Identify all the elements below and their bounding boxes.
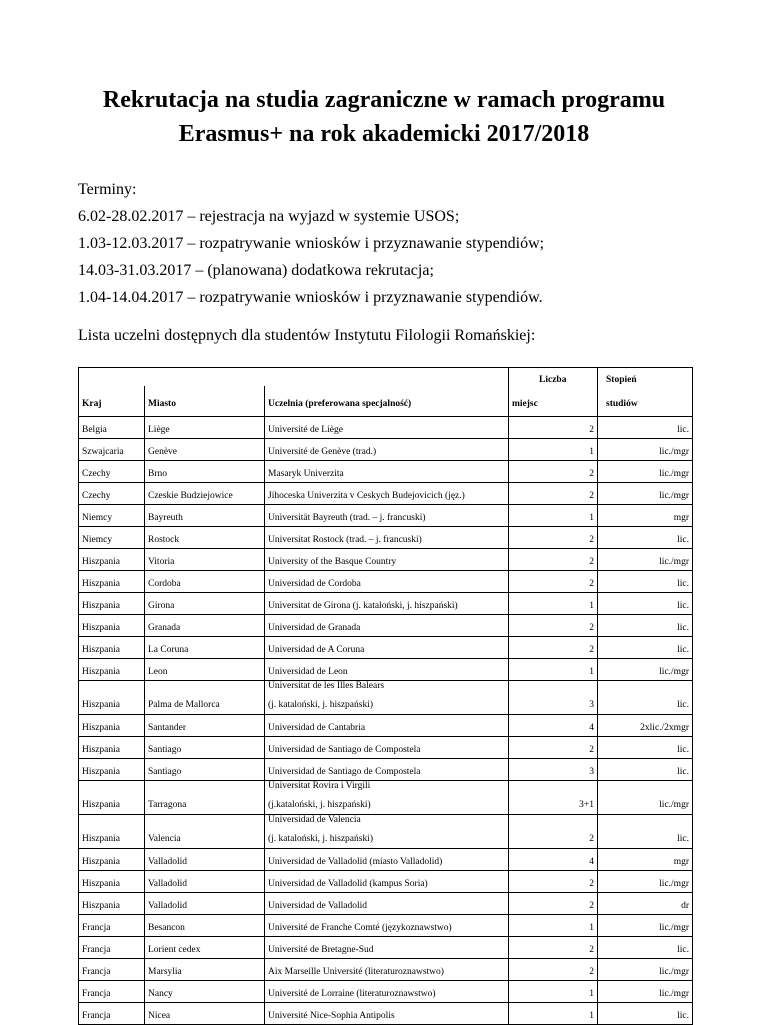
header-spacer [79, 368, 145, 387]
stopien-cell: lic. [598, 681, 693, 715]
kraj-cell: Hiszpania [79, 681, 145, 715]
uczelnia-cell: Jihoceska Univerzita v Ceskych Budejovicich (jęz.) [265, 483, 509, 505]
header-spacer [265, 368, 509, 387]
miejsc-cell: 1 [509, 505, 598, 527]
kraj-cell: Hiszpania [79, 659, 145, 681]
stopien-cell: lic. [598, 615, 693, 637]
miejsc-cell: 3 [509, 759, 598, 781]
schedule-item: 6.02-28.02.2017 – rejestracja na wyjazd w systemie USOS; [78, 208, 460, 225]
uczelnia-cell: Universidad de A Coruna [265, 637, 509, 659]
kraj-cell: Francja [79, 959, 145, 981]
miejsc-cell: 2 [509, 549, 598, 571]
stopien-cell: lic. [598, 571, 693, 593]
kraj-cell: Hiszpania [79, 893, 145, 915]
miasto-cell: Liège [145, 417, 265, 439]
miejsc-cell: 2 [509, 615, 598, 637]
stopien-cell: mgr [598, 505, 693, 527]
miasto-cell: Girona [145, 593, 265, 615]
table-row [79, 461, 693, 483]
stopien-cell: mgr [598, 849, 693, 871]
miasto-cell: Nicea [145, 1003, 265, 1025]
kraj-cell: Hiszpania [79, 571, 145, 593]
header-miasto: Miasto [145, 386, 265, 417]
miejsc-cell: 2 [509, 637, 598, 659]
table-row [79, 593, 693, 615]
miasto-cell: Bayreuth [145, 505, 265, 527]
uczelnia-cell: Universidad de Cantabria [265, 715, 509, 737]
kraj-cell: Hiszpania [79, 637, 145, 659]
uczelnia-cell: Universidad de Valladolid (miasto Valladolid) [265, 849, 509, 871]
miasto-cell: Marsylia [145, 959, 265, 981]
miejsc-cell: 3+1 [509, 781, 598, 815]
uczelnia-cell: Universitat de Girona (j. kataloński, j. hiszpański) [265, 593, 509, 615]
kraj-cell: Francja [79, 1003, 145, 1025]
uczelnia-cell: Universidad de Granada [265, 615, 509, 637]
miasto-cell: Besancon [145, 915, 265, 937]
stopien-cell: lic. [598, 593, 693, 615]
kraj-cell: Hiszpania [79, 615, 145, 637]
kraj-cell: Hiszpania [79, 849, 145, 871]
miasto-cell: Czeskie Budziejowice [145, 483, 265, 505]
miasto-cell: Leon [145, 659, 265, 681]
miasto-cell: Lorient cedex [145, 937, 265, 959]
stopien-cell: lic./mgr [598, 871, 693, 893]
uczelnia-cell: Universidad de Santiago de Compostela [265, 737, 509, 759]
schedule-label: Terminy: [78, 181, 137, 198]
miasto-cell: Santiago [145, 737, 265, 759]
header-liczba-bottom: miejsc [509, 386, 598, 417]
miasto-cell: Valladolid [145, 849, 265, 871]
miasto-cell: La Coruna [145, 637, 265, 659]
uczelnia-cell: University of the Basque Country [265, 549, 509, 571]
university-table [78, 367, 693, 1025]
header-spacer [145, 368, 265, 387]
uczelnia-cell: Université de Genève (trad.) [265, 439, 509, 461]
miejsc-cell: 2 [509, 937, 598, 959]
table-row [79, 681, 693, 715]
kraj-cell: Hiszpania [79, 815, 145, 849]
miasto-cell: Rostock [145, 527, 265, 549]
header-stopien-top: Stopień [598, 368, 693, 387]
miasto-cell: Valencia [145, 815, 265, 849]
table-row [79, 637, 693, 659]
table-row [79, 571, 693, 593]
kraj-cell: Szwajcaria [79, 439, 145, 461]
uczelnia-line-1: Universitat de les Illes Balears [268, 681, 385, 691]
stopien-cell: lic./mgr [598, 659, 693, 681]
miasto-cell: Granada [145, 615, 265, 637]
kraj-cell: Hiszpania [79, 759, 145, 781]
uczelnia-line-2: (j. kataloński, j. hiszpański) [268, 700, 374, 710]
table-row [79, 937, 693, 959]
stopien-cell: lic./mgr [598, 981, 693, 1003]
uczelnia-cell: Université de Franche Comté (językoznawstwo) [265, 915, 509, 937]
miejsc-cell: 2 [509, 959, 598, 981]
page-title-line-2: Erasmus+ na rok akademicki 2017/2018 [178, 121, 590, 147]
uczelnia-line-1: Universitat Rovira i Virgili [268, 781, 371, 791]
kraj-cell: Czechy [79, 461, 145, 483]
stopien-cell: dr [598, 893, 693, 915]
kraj-cell: Hiszpania [79, 715, 145, 737]
miejsc-cell: 1 [509, 981, 598, 1003]
miasto-cell: Palma de Mallorca [145, 681, 265, 715]
uczelnia-line-1: Universidad de Valencia [268, 815, 361, 825]
miejsc-cell: 2 [509, 737, 598, 759]
miejsc-cell: 2 [509, 893, 598, 915]
stopien-cell: lic. [598, 1003, 693, 1025]
table-row [79, 615, 693, 637]
table-row [79, 527, 693, 549]
kraj-cell: Hiszpania [79, 737, 145, 759]
miasto-cell: Brno [145, 461, 265, 483]
stopien-cell: lic. [598, 937, 693, 959]
miasto-cell: Santander [145, 715, 265, 737]
miejsc-cell: 2 [509, 815, 598, 849]
miasto-cell: Tarragona [145, 781, 265, 815]
miasto-cell: Genève [145, 439, 265, 461]
header-liczba-top: Liczba [509, 368, 598, 387]
university-list-label: Lista uczelni dostępnych dla studentów Instytutu Filologii Romańskiej: [78, 327, 536, 344]
schedule-item: 1.04-14.04.2017 – rozpatrywanie wniosków i przyznawanie stypendiów. [78, 289, 543, 306]
miejsc-cell: 1 [509, 915, 598, 937]
schedule-item: 1.03-12.03.2017 – rozpatrywanie wniosków i przyznawanie stypendiów; [78, 235, 545, 252]
university-table-body [79, 417, 693, 1025]
kraj-cell: Belgia [79, 417, 145, 439]
stopien-cell: lic./mgr [598, 549, 693, 571]
table-row [79, 483, 693, 505]
kraj-cell: Francja [79, 937, 145, 959]
table-row [79, 893, 693, 915]
uczelnia-cell: Universidad de Leon [265, 659, 509, 681]
uczelnia-cell: Université Nice-Sophia Antipolis [265, 1003, 509, 1025]
stopien-cell: lic. [598, 815, 693, 849]
stopien-cell: lic. [598, 527, 693, 549]
kraj-cell: Hiszpania [79, 871, 145, 893]
miejsc-cell: 2 [509, 483, 598, 505]
miasto-cell: Valladolid [145, 871, 265, 893]
table-row [79, 915, 693, 937]
kraj-cell: Francja [79, 915, 145, 937]
miejsc-cell: 2 [509, 571, 598, 593]
header-stopien-bottom: studiów [598, 386, 693, 417]
stopien-cell: lic./mgr [598, 461, 693, 483]
miasto-cell: Valladolid [145, 893, 265, 915]
kraj-cell: Czechy [79, 483, 145, 505]
table-row [79, 715, 693, 737]
uczelnia-cell: Aix Marseille Université (literaturoznawstwo) [265, 959, 509, 981]
table-row [79, 737, 693, 759]
table-row [79, 759, 693, 781]
miejsc-cell: 1 [509, 593, 598, 615]
miejsc-cell: 1 [509, 659, 598, 681]
kraj-cell: Hiszpania [79, 781, 145, 815]
kraj-cell: Niemcy [79, 505, 145, 527]
stopien-cell: lic. [598, 637, 693, 659]
table-row [79, 871, 693, 893]
uczelnia-cell: Universidad de Santiago de Compostela [265, 759, 509, 781]
miasto-cell: Santiago [145, 759, 265, 781]
schedule-item: 14.03-31.03.2017 – (planowana) dodatkowa rekrutacja; [78, 262, 434, 279]
miejsc-cell: 2 [509, 461, 598, 483]
table-row [79, 417, 693, 439]
stopien-cell: lic./mgr [598, 439, 693, 461]
miejsc-cell: 2 [509, 527, 598, 549]
uczelnia-line-2: (j.kataloński, j. hiszpański) [268, 800, 371, 810]
table-row [79, 1003, 693, 1025]
uczelnia-line-2: (j. kataloński, j. hiszpański) [268, 834, 374, 844]
uczelnia-cell [265, 815, 509, 849]
table-row [79, 505, 693, 527]
uczelnia-cell: Université de Lorraine (literaturoznawstwo) [265, 981, 509, 1003]
table-row [79, 981, 693, 1003]
miasto-cell: Vitoria [145, 549, 265, 571]
miejsc-cell: 2 [509, 871, 598, 893]
uczelnia-cell: Universidad de Valladolid (kampus Soria) [265, 871, 509, 893]
uczelnia-cell: Universidad de Valladolid [265, 893, 509, 915]
table-row [79, 815, 693, 849]
miasto-cell: Nancy [145, 981, 265, 1003]
miejsc-cell: 3 [509, 681, 598, 715]
miejsc-cell: 4 [509, 849, 598, 871]
uczelnia-cell: Université de Liège [265, 417, 509, 439]
table-row [79, 549, 693, 571]
uczelnia-cell: Universidad de Cordoba [265, 571, 509, 593]
header-uczelnia: Uczelnia (preferowana specjalność) [265, 386, 509, 417]
uczelnia-cell: Université de Bretagne-Sud [265, 937, 509, 959]
stopien-cell: lic./mgr [598, 483, 693, 505]
miejsc-cell: 2 [509, 417, 598, 439]
stopien-cell: 2xlic./2xmgr [598, 715, 693, 737]
miasto-cell: Cordoba [145, 571, 265, 593]
uczelnia-cell [265, 681, 509, 715]
page-title-line-1: Rekrutacja na studia zagraniczne w ramach programu [102, 87, 666, 113]
uczelnia-cell: Universitat Rostock (trad. – j. francuski) [265, 527, 509, 549]
uczelnia-cell: Masaryk Univerzita [265, 461, 509, 483]
table-row [79, 659, 693, 681]
kraj-cell: Francja [79, 981, 145, 1003]
miejsc-cell: 1 [509, 439, 598, 461]
stopien-cell: lic./mgr [598, 915, 693, 937]
table-row [79, 781, 693, 815]
miejsc-cell: 1 [509, 1003, 598, 1025]
header-kraj: Kraj [79, 386, 145, 417]
stopien-cell: lic. [598, 737, 693, 759]
table-row [79, 439, 693, 461]
kraj-cell: Niemcy [79, 527, 145, 549]
table-row [79, 849, 693, 871]
stopien-cell: lic. [598, 417, 693, 439]
stopien-cell: lic. [598, 759, 693, 781]
uczelnia-cell: Universität Bayreuth (trad. – j. francuski) [265, 505, 509, 527]
kraj-cell: Hiszpania [79, 549, 145, 571]
table-row [79, 959, 693, 981]
miejsc-cell: 4 [509, 715, 598, 737]
stopien-cell: lic./mgr [598, 781, 693, 815]
stopien-cell: lic./mgr [598, 959, 693, 981]
kraj-cell: Hiszpania [79, 593, 145, 615]
uczelnia-cell [265, 781, 509, 815]
